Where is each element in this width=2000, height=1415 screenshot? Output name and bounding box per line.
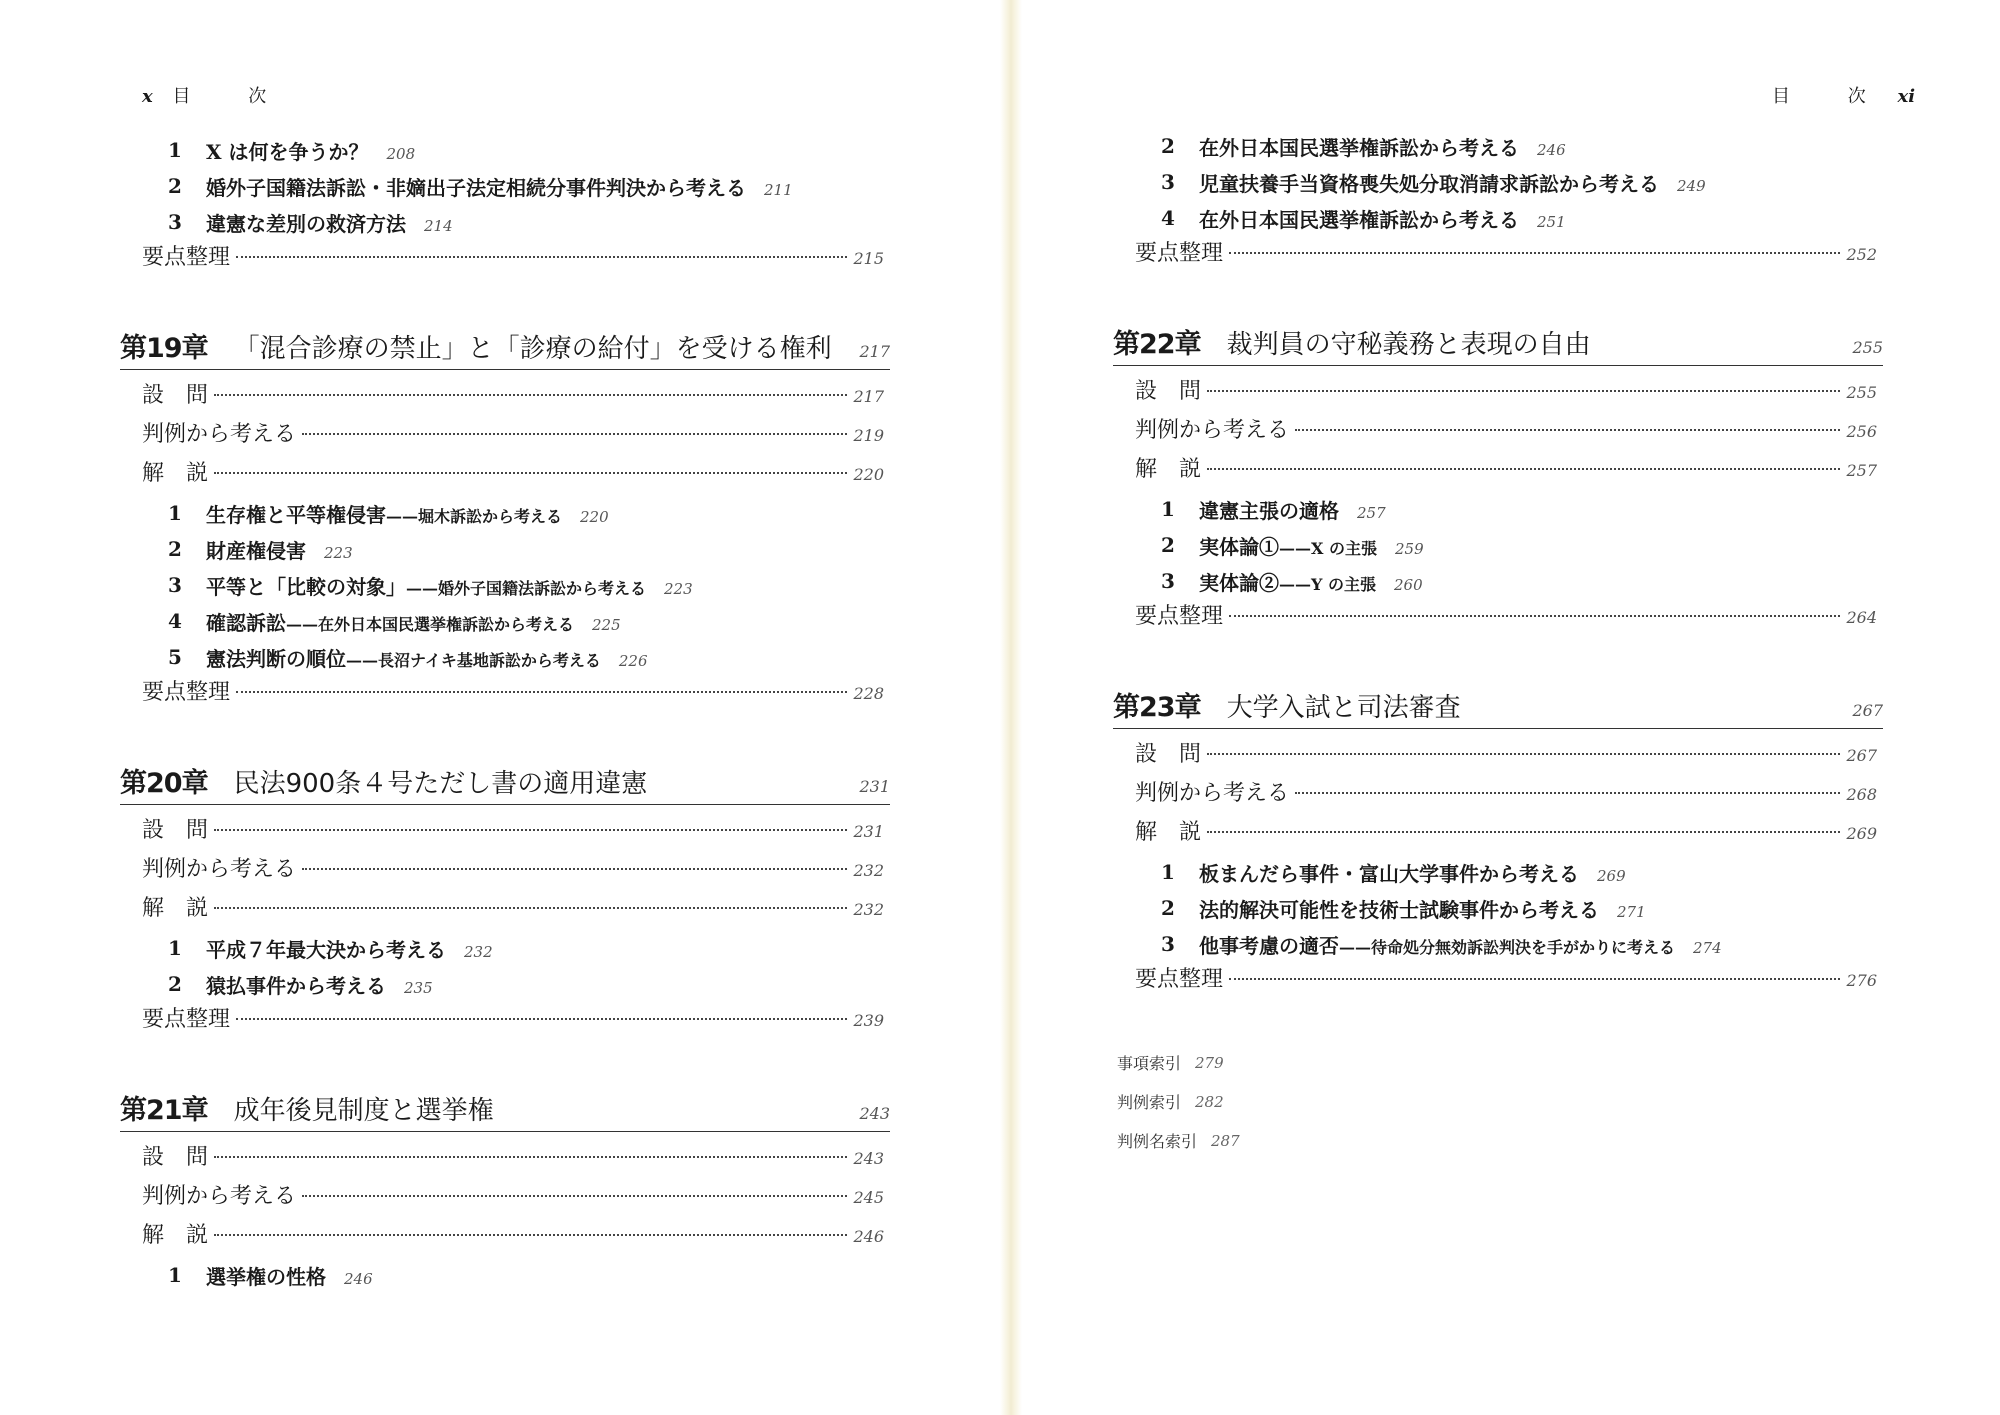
chapter-page: 231 (859, 777, 890, 796)
entry-page: 215 (853, 249, 884, 268)
toc-subitem[interactable] (1113, 164, 1883, 200)
dot-leader (1229, 615, 1840, 617)
item-title (206, 136, 415, 165)
toc-entry[interactable] (1113, 599, 1883, 638)
dot-leader (214, 394, 847, 396)
entry-page: 264 (1846, 608, 1877, 627)
item-number: 2 (168, 537, 182, 561)
entry-page: 220 (853, 465, 884, 484)
item-text: 板まんだら事件・富山大学事件から考える (1199, 861, 1579, 886)
toc-entry[interactable] (1113, 962, 1883, 1001)
item-number: 2 (1161, 533, 1175, 557)
item-number: 1 (168, 138, 182, 162)
dot-leader (214, 472, 847, 474)
index-entry[interactable] (1113, 1043, 1883, 1082)
chapter-title: 大学入試と司法審査 (1226, 693, 1461, 723)
entry-page: 219 (853, 426, 884, 445)
entry-label: 解 説 (142, 1223, 209, 1248)
index-label: 事項索引 (1117, 1054, 1182, 1073)
item-text: 憲法判断の順位 (206, 646, 346, 671)
index-label: 判例索引 (1117, 1093, 1182, 1112)
toc-subitem[interactable] (1113, 491, 1883, 527)
item-text: 財産権侵害 (206, 538, 306, 563)
toc-entry[interactable] (120, 240, 890, 279)
chapter-heading[interactable] (120, 764, 890, 805)
item-number: 1 (168, 501, 182, 525)
entry-page: 217 (853, 387, 884, 406)
item-number: 3 (1161, 932, 1175, 956)
item-title (1199, 531, 1424, 560)
dot-leader (1207, 390, 1840, 392)
dot-leader (214, 829, 847, 831)
entry-label: 要点整理 (142, 680, 231, 705)
header-title: 目 次 (172, 86, 293, 107)
item-subtitle: ——婚外子国籍法訴訟から考える (406, 578, 647, 598)
item-title (1199, 132, 1566, 161)
item-number: 1 (168, 936, 182, 960)
toc-entry[interactable] (120, 1218, 890, 1257)
toc-entry[interactable] (1113, 452, 1883, 491)
chapter-heading[interactable] (120, 1091, 890, 1132)
toc-subitem[interactable] (1113, 128, 1883, 164)
item-number: 3 (1161, 170, 1175, 194)
item-number: 3 (168, 210, 182, 234)
entry-page: 269 (1846, 824, 1877, 843)
item-title (206, 535, 353, 564)
chapter-number: 第21章 (120, 1095, 208, 1126)
item-title (206, 208, 453, 237)
item-page: 208 (386, 144, 416, 163)
toc-entry[interactable] (120, 675, 890, 714)
chapter-title: 裁判員の守秘義務と表現の自由 (1226, 330, 1591, 360)
toc-entry[interactable] (120, 1179, 890, 1218)
item-title (1199, 204, 1566, 233)
item-title (1199, 858, 1626, 887)
index-list (1113, 1043, 1883, 1160)
toc-entry[interactable] (1113, 374, 1883, 413)
item-page: 271 (1617, 902, 1646, 921)
toc-subitem[interactable] (120, 531, 890, 567)
item-title (1199, 930, 1722, 959)
entry-label: 要点整理 (1135, 241, 1224, 266)
item-text: 婚外子国籍法訴訟・非嫡出子法定相続分事件判決から考える (206, 175, 746, 200)
index-page: 282 (1195, 1092, 1224, 1111)
item-subtitle: ——長沼ナイキ基地訴訟から考える (346, 650, 601, 670)
entry-page: 232 (853, 900, 884, 919)
toc-subitem[interactable] (120, 1257, 890, 1293)
entry-label: 解 説 (142, 896, 209, 921)
toc-entry[interactable] (120, 852, 890, 891)
entry-page: 231 (853, 822, 884, 841)
item-text: 猿払事件から考える (206, 973, 386, 998)
entry-page: 276 (1846, 971, 1877, 990)
entry-label: 設 問 (142, 818, 209, 843)
item-page: 260 (1394, 575, 1423, 594)
item-title (206, 643, 648, 672)
toc-subitem[interactable] (120, 204, 890, 240)
entry-label: 要点整理 (1135, 967, 1224, 992)
entry-page: 267 (1846, 746, 1877, 765)
chapter-heading[interactable] (1113, 325, 1883, 366)
toc-subitem[interactable] (120, 567, 890, 603)
entry-page: 245 (853, 1188, 884, 1207)
item-page: 225 (592, 615, 621, 634)
toc-entry[interactable] (120, 378, 890, 417)
entry-label: 判例から考える (142, 1184, 297, 1209)
entry-label: 設 問 (1135, 742, 1202, 767)
toc-list (120, 132, 890, 1293)
entry-page: 255 (1846, 383, 1877, 402)
item-title (206, 970, 433, 999)
dot-leader (236, 691, 847, 693)
item-text: 実体論① (1199, 534, 1279, 559)
item-number: 3 (168, 573, 182, 597)
dot-leader (1207, 753, 1840, 755)
dot-leader (302, 433, 847, 435)
dot-leader (302, 868, 847, 870)
item-page: 214 (424, 216, 453, 235)
chapter-title: 民法900条４号ただし書の適用違憲 (233, 769, 648, 799)
item-text: 実体論② (1199, 570, 1279, 595)
toc-subitem[interactable] (120, 930, 890, 966)
toc-entry[interactable] (1113, 737, 1883, 776)
index-page: 279 (1195, 1053, 1224, 1072)
toc-subitem[interactable] (120, 639, 890, 675)
item-number: 2 (168, 174, 182, 198)
item-page: 269 (1597, 866, 1626, 885)
item-page: 249 (1677, 176, 1706, 195)
item-title (1199, 168, 1706, 197)
entry-label: 解 説 (1135, 820, 1202, 845)
chapter-number: 第20章 (120, 768, 208, 799)
entry-label: 判例から考える (1135, 781, 1290, 806)
item-text: 生存権と平等権侵害 (206, 502, 386, 527)
item-page: 220 (580, 507, 609, 526)
toc-subitem[interactable] (120, 495, 890, 531)
item-number: 2 (1161, 134, 1175, 158)
dot-leader (1229, 252, 1840, 254)
dot-leader (214, 1234, 847, 1236)
chapter-page: 255 (1852, 338, 1883, 357)
dot-leader (1207, 831, 1840, 833)
dot-leader (1229, 978, 1840, 980)
toc-entry[interactable] (120, 456, 890, 495)
page-header (142, 82, 292, 108)
entry-page: 228 (853, 684, 884, 703)
entry-label: 判例から考える (142, 422, 297, 447)
item-number: 5 (168, 645, 182, 669)
toc-subitem[interactable] (1113, 890, 1883, 926)
entry-page: 243 (853, 1149, 884, 1168)
chapter-page: 243 (859, 1104, 890, 1123)
item-page: 246 (1537, 140, 1566, 159)
item-page: 235 (404, 978, 433, 997)
item-number: 1 (1161, 497, 1175, 521)
toc-subitem[interactable] (1113, 854, 1883, 890)
entry-page: 256 (1846, 422, 1877, 441)
item-number: 1 (168, 1263, 182, 1287)
item-text: 違憲な差別の救済方法 (206, 211, 406, 236)
toc-entry[interactable] (1113, 413, 1883, 452)
item-title (206, 571, 693, 600)
item-text: 在外日本国民選挙権訴訟から考える (1199, 135, 1519, 160)
index-label: 判例名索引 (1117, 1132, 1198, 1151)
chapter-page: 267 (1852, 701, 1883, 720)
toc-subitem[interactable] (120, 168, 890, 204)
entry-label: 解 説 (1135, 457, 1202, 482)
toc-subitem[interactable] (1113, 926, 1883, 962)
toc-entry[interactable] (1113, 776, 1883, 815)
dot-leader (1207, 468, 1840, 470)
item-title (206, 1261, 373, 1290)
chapter-number: 第22章 (1113, 329, 1201, 360)
dot-leader (1295, 792, 1840, 794)
item-text: 平成７年最大決から考える (206, 937, 446, 962)
chapter-title: 「混合診療の禁止」と「診療の給付」を受ける権利 (233, 334, 832, 364)
item-number: 4 (1161, 206, 1175, 230)
entry-label: 要点整理 (142, 1007, 231, 1032)
dot-leader (302, 1195, 847, 1197)
item-title (206, 607, 621, 636)
dot-leader (236, 256, 847, 258)
toc-subitem[interactable] (120, 132, 890, 168)
chapter-page: 217 (859, 342, 890, 361)
dot-leader (1295, 429, 1840, 431)
item-subtitle: ——在外日本国民選挙権訴訟から考える (286, 614, 575, 634)
item-page: 223 (324, 543, 353, 562)
item-number: 2 (1161, 896, 1175, 920)
page-header (1772, 82, 1915, 108)
chapter-title: 成年後見制度と選挙権 (233, 1096, 494, 1126)
toc-entry[interactable] (1113, 236, 1883, 275)
entry-label: 設 問 (142, 383, 209, 408)
item-page: 211 (764, 180, 793, 199)
dot-leader (214, 1156, 847, 1158)
toc-entry[interactable] (120, 813, 890, 852)
item-page: 259 (1395, 539, 1424, 558)
entry-label: 設 問 (1135, 379, 1202, 404)
toc-subitem[interactable] (1113, 563, 1883, 599)
chapter-number: 第19章 (120, 333, 208, 364)
item-page: 257 (1357, 503, 1386, 522)
entry-label: 設 問 (142, 1145, 209, 1170)
chapter-number: 第23章 (1113, 692, 1201, 723)
entry-page: 257 (1846, 461, 1877, 480)
page-number: x (142, 86, 153, 107)
entry-label: 判例から考える (142, 857, 297, 882)
toc-entry[interactable] (120, 891, 890, 930)
toc-subitem[interactable] (120, 603, 890, 639)
entry-label: 要点整理 (1135, 604, 1224, 629)
item-page: 274 (1693, 938, 1722, 957)
toc-entry[interactable] (120, 1140, 890, 1179)
item-text: 平等と「比較の対象」 (206, 574, 406, 599)
item-text: 児童扶養手当資格喪失処分取消請求訴訟から考える (1199, 171, 1659, 196)
toc-entry[interactable] (1113, 815, 1883, 854)
item-page: 251 (1537, 212, 1566, 231)
entry-page: 252 (1846, 245, 1877, 264)
item-page: 232 (464, 942, 493, 961)
dot-leader (214, 907, 847, 909)
item-subtitle: ——堀木訴訟から考える (386, 506, 563, 526)
toc-subitem[interactable] (1113, 527, 1883, 563)
item-title (1199, 567, 1423, 596)
item-title (1199, 495, 1386, 524)
item-page: 223 (664, 579, 693, 598)
chapter-heading[interactable] (1113, 688, 1883, 729)
index-entry[interactable] (1113, 1082, 1883, 1121)
item-title (206, 172, 793, 201)
entry-label: 解 説 (142, 461, 209, 486)
item-text: 法的解決可能性を技術士試験事件から考える (1199, 897, 1599, 922)
item-subtitle: ——X の主張 (1279, 538, 1377, 558)
item-text: 確認訴訟 (206, 610, 286, 635)
entry-page: 239 (853, 1011, 884, 1030)
toc-entry[interactable] (120, 1002, 890, 1041)
index-entry[interactable] (1113, 1121, 1883, 1160)
entry-label: 判例から考える (1135, 418, 1290, 443)
chapter-heading[interactable] (120, 329, 890, 370)
page-number: xi (1897, 86, 1916, 107)
item-number: 1 (1161, 860, 1175, 884)
entry-page: 232 (853, 861, 884, 880)
item-text: 在外日本国民選挙権訴訟から考える (1199, 207, 1519, 232)
toc-entry[interactable] (120, 417, 890, 456)
item-number: 4 (168, 609, 182, 633)
header-title: 目 次 (1772, 86, 1892, 107)
toc-subitem[interactable] (120, 966, 890, 1002)
item-title (206, 499, 609, 528)
item-title (206, 934, 493, 963)
dot-leader (236, 1018, 847, 1020)
item-text: 違憲主張の適格 (1199, 498, 1339, 523)
toc-subitem[interactable] (1113, 200, 1883, 236)
item-number: 3 (1161, 569, 1175, 593)
entry-label: 要点整理 (142, 245, 231, 270)
item-page: 226 (618, 651, 648, 670)
book-gutter (1000, 0, 1022, 1415)
item-subtitle: ——待命処分無効訴訟判決を手がかりに考える (1339, 937, 1676, 957)
item-text: X は何を争うか？ (206, 139, 369, 164)
item-text: 選挙権の性格 (206, 1264, 326, 1289)
item-page: 246 (344, 1269, 373, 1288)
entry-page: 246 (853, 1227, 884, 1246)
entry-page: 268 (1846, 785, 1877, 804)
item-subtitle: ——Y の主張 (1279, 574, 1376, 594)
index-page: 287 (1211, 1131, 1240, 1150)
item-title (1199, 894, 1646, 923)
item-text: 他事考慮の適否 (1199, 933, 1339, 958)
item-number: 2 (168, 972, 182, 996)
toc-list (1113, 128, 1883, 1160)
